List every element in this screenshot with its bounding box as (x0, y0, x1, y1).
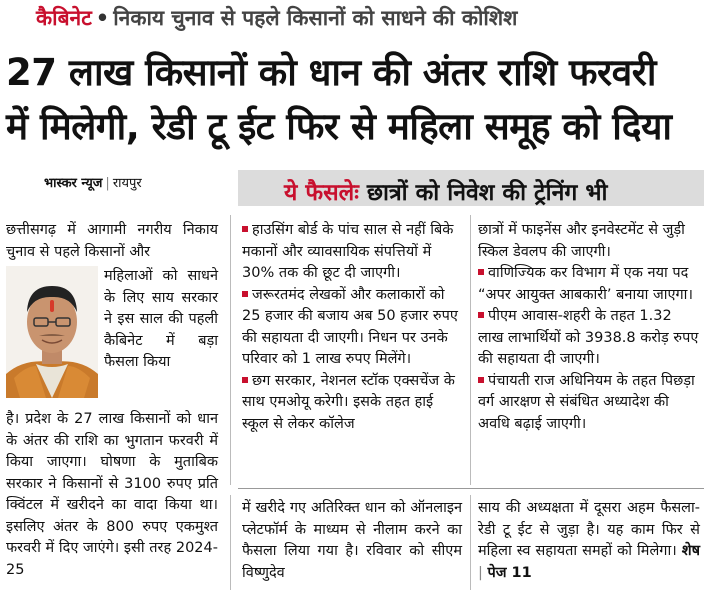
decisions-label: ये फैसलेः (284, 180, 359, 206)
section-divider (238, 488, 704, 489)
bullet-icon (478, 312, 484, 318)
list-item: हाउसिंग बोर्ड के पांच साल से नहीं बिके मकानों और व्यावसायिक संपत्तियों में 30% तक की छूट दी जाएगी। (242, 222, 454, 281)
chief-minister-photo (6, 266, 98, 398)
byline-location: रायपुर (112, 176, 142, 191)
headline-line-2: में मिलेगी, रेडी टू ईट फिर से महिला समूह को दिया (6, 105, 672, 148)
column-3-lower: साय की अध्यक्षता में दूसरा अहम फैसला- रेडी टू ईट से जुड़ा है। यह काम फिर से महिला स्व सहायता समहों को मिलेगा। शेष | पेज 11 (478, 500, 701, 581)
column-3-lead: छात्रों में फाइनेंस और इनवेस्टमेंट से जुड़ी स्किल डेवलप की जाएगी। (478, 222, 685, 260)
column-2 (242, 220, 462, 435)
list-item: वाणिज्यिक कर विभाग में एक नया पद “अपर आयुक्त आबकारी’ बनाया जाएगा। (478, 265, 693, 303)
list-item: जरूरतमंद लेखकों और कलाकारों को 25 हजार की बजाय अब 50 हजार रुपए की सहायता दी जाएगी। निधन पर उनके परिवार को 1 लाख रुपए मिलेंगे। (242, 286, 458, 367)
bullet-icon (478, 377, 484, 383)
continued-label: शेष (681, 543, 701, 559)
bullet-icon (242, 226, 248, 232)
kicker-separator: • (95, 6, 110, 30)
column-1-intro: छत्तीसगढ़ में आगामी नगरीय निकाय चुनाव से पहले किसानों और (6, 222, 218, 260)
column-1-body: है। प्रदेश के 27 लाख किसानों को धान के अंतर की राशि का भुगतान फरवरी में किया जाएगा। घोषणा के मुताबिक सरकार ने किसानों से 3100 रुपए प्रति क्विंटल में खरीदने का वादा किया था। इसलिए अंतर के 800 रुपए एकमुश्त फरवरी में दिए जाएंगे। इसी तरह 2024-25 (6, 411, 218, 578)
bullet-icon (242, 377, 248, 383)
bullet-icon (242, 291, 248, 297)
column-divider (230, 495, 231, 590)
column-divider (470, 495, 471, 590)
decisions-title: छात्रों को निवेश की ट्रेनिंग भी (366, 180, 608, 206)
column-3-lower-text: साय की अध्यक्षता में दूसरा अहम फैसला- रेडी टू ईट से जुड़ा है। यह काम फिर से महिला स्व सहायता समहों को मिलेगा। (478, 500, 700, 559)
continued-page: पेज 11 (487, 564, 532, 581)
kicker-tag: कैबिनेट (36, 6, 92, 30)
column-2-lower: में खरीदे गए अतिरिक्त धान को ऑनलाइन प्लेटफॉर्म के माध्यम से नीलाम करने का फैसला लिया गया है। रविवार को सीएम विष्णुदेव (242, 500, 462, 581)
column-divider (470, 215, 471, 485)
byline-source: भास्कर न्यूज (44, 176, 103, 191)
kicker-line (36, 4, 517, 32)
bullet-icon (478, 269, 484, 275)
column-divider (230, 215, 231, 485)
decisions-heading (284, 175, 607, 207)
byline-divider: | (105, 176, 110, 191)
list-item: छग सरकार, नेशनल स्टॉक एक्सचेंज के साथ एमओयू करेगी। इसके तहत हाई स्कूल से लेकर कॉलेज (242, 372, 455, 432)
column-3 (478, 220, 700, 435)
byline (44, 173, 142, 191)
headline (6, 46, 706, 154)
list-item: पंचायती राज अधिनियम के तहत पिछड़ा वर्ग आरक्षण से संबंधित अध्यादेश की अवधि बढ़ाई जाएगी। (478, 372, 695, 432)
list-item: पीएम आवास-शहरी के तहत 1.32 लाख लाभार्थियों को 3938.8 करोड़ रुपए की सहायता दी जाएगी। (478, 308, 699, 367)
headline-line-1: 27 लाख किसानों को धान की अंतर राशि फरवरी (6, 51, 656, 94)
column-1-beside-photo: महिलाओं को साधने के लिए साय सरकार ने इस साल की पहली कैबिनेट में बड़ा फैसला किया (104, 268, 218, 370)
kicker-text: निकाय चुनाव से पहले किसानों को साधने की कोशिश (113, 6, 518, 30)
